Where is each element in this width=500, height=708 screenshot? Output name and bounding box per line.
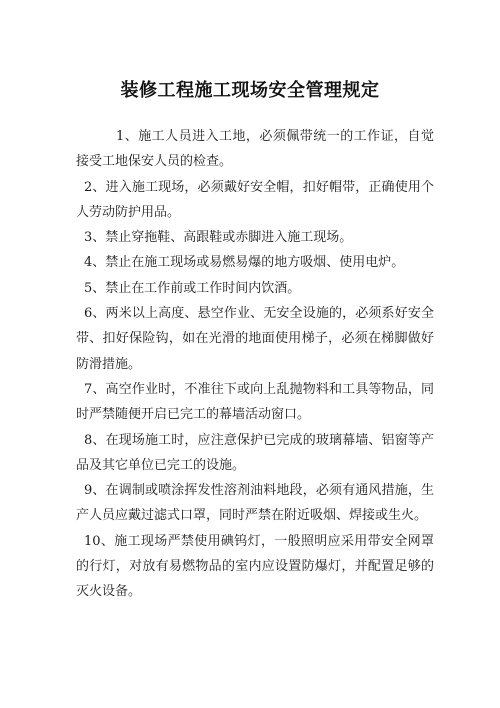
rule-item-8: 8、在现场施工时，应注意保护已完成的玻璃幕墙、铝窗等产品及其它单位已完工的设施。	[76, 432, 434, 473]
rule-item-9: 9、在调制或喷涂挥发性溶剂油料地段，必须有通风措施，生产人员应戴过滤式口罩，同时严禁在附近吸烟、焊接或生火。	[76, 483, 434, 524]
rule-item-1: 1、施工人员进入工地，必须佩带统一的工作证，自觉接受工地保安人员的检查。	[76, 129, 434, 170]
rule-item-10: 10、施工现场严禁使用碘钨灯，一般照明应采用带安全网罩的行灯，对放有易燃物品的室内应设置防爆灯，并配置足够的灭火设备。	[76, 533, 434, 600]
rule-item-5: 5、禁止在工作前或工作时间内饮酒。	[84, 280, 301, 296]
document-body	[76, 124, 434, 605]
rule-item-2: 2、进入施工现场，必须戴好安全帽，扣好帽带，正确使用个人劳动防护用品。	[76, 179, 434, 220]
rule-item-3: 3、禁止穿拖鞋、高跟鞋或赤脚进入施工现场。	[84, 230, 353, 246]
rule-item-6: 6、两米以上高度、悬空作业、无安全设施的，必须系好安全带、扣好保险钩，如在光滑的地面使用梯子，必须在梯脚做好防滑措施。	[76, 306, 434, 372]
rule-item-7: 7、高空作业时，不准往下或向上乱抛物料和工具等物品，同时严禁随便开启已完工的幕墙活动窗口。	[76, 381, 434, 423]
document-title: 装修工程施工现场安全管理规定	[120, 80, 380, 101]
rule-item-4: 4、禁止在施工现场或易燃易爆的地方吸烟、使用电炉。	[84, 255, 405, 271]
